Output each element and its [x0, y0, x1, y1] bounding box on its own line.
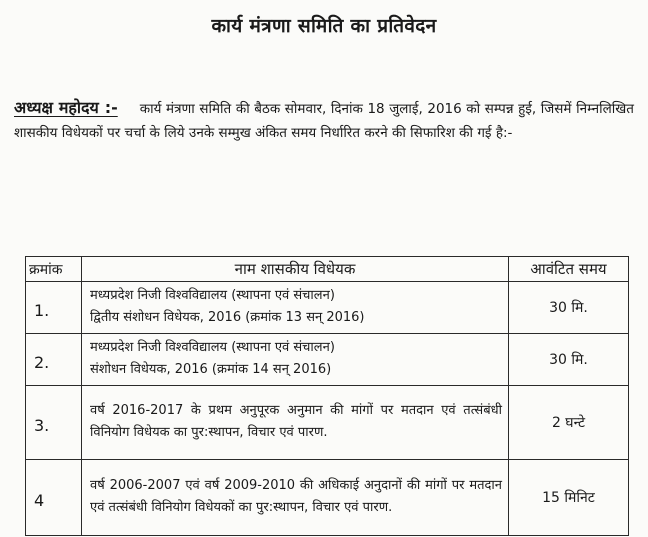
table-header-row [26, 257, 629, 282]
allotted-time: 2 घन्टे [509, 386, 629, 460]
bill-name: वर्ष 2016-2017 के प्रथम अनुपूरक अनुमान की मांगों पर मतदान एवं तत्संबंधी विनियोग विधेयक का पुर:स्थापन, विचार एवं पारण. [82, 386, 509, 460]
bill-name-line: मध्यप्रदेश निजी विश्वविद्यालय (स्थापना एवं संचालन) [90, 288, 335, 303]
bills-table [25, 256, 629, 536]
salutation: अध्यक्ष महोदय :- [14, 98, 118, 117]
allotted-time: 30 मि. [509, 282, 629, 334]
header-serial-number: क्रमांक [26, 257, 82, 282]
table-row [26, 282, 629, 334]
header-allotted-time: आवंटित समय [509, 257, 629, 282]
allotted-time: 15 मिनिट [509, 460, 629, 536]
bill-name-line: द्वितीय संशोधन विधेयक, 2016 (क्रमांक 13 सन् 2016) [90, 310, 365, 325]
intro-paragraph [14, 96, 634, 145]
row-number: 3. [26, 386, 82, 460]
row-number: 2. [26, 334, 82, 386]
row-number: 4 [26, 460, 82, 536]
table-row [26, 386, 629, 460]
table-row [26, 334, 629, 386]
bill-name [82, 282, 509, 334]
bill-name-line: संशोधन विधेयक, 2016 (क्रमांक 14 सन् 2016) [90, 362, 332, 377]
bill-name: वर्ष 2006-2007 एवं वर्ष 2009-2010 की अधिकाई अनुदानों की मांगों पर मतदान एवं तत्संबंधी विनियोग विधेयकों का पुर:स्थापन, विचार एवं पारण. [82, 460, 509, 536]
row-number: 1. [26, 282, 82, 334]
intro-text: कार्य मंत्रणा समिति की बैठक सोमवार, दिनांक 18 जुलाई, 2016 को सम्पन्न हुई, जिसमें निम्नलिखित शासकीय विधेयकों पर चर्चा के लिये उनके सम्मुख अंकित समय निर्धारित करने की सिफारिश की गई है:- [14, 101, 634, 141]
allotted-time: 30 मि. [509, 334, 629, 386]
table-row [26, 460, 629, 536]
bill-name-line: मध्यप्रदेश निजी विश्वविद्यालय (स्थापना एवं संचालन) [90, 340, 335, 355]
report-title: कार्य मंत्रणा समिति का प्रतिवेदन [211, 15, 437, 37]
header-bill-name: नाम शासकीय विधेयक [82, 257, 509, 282]
bill-name [82, 334, 509, 386]
